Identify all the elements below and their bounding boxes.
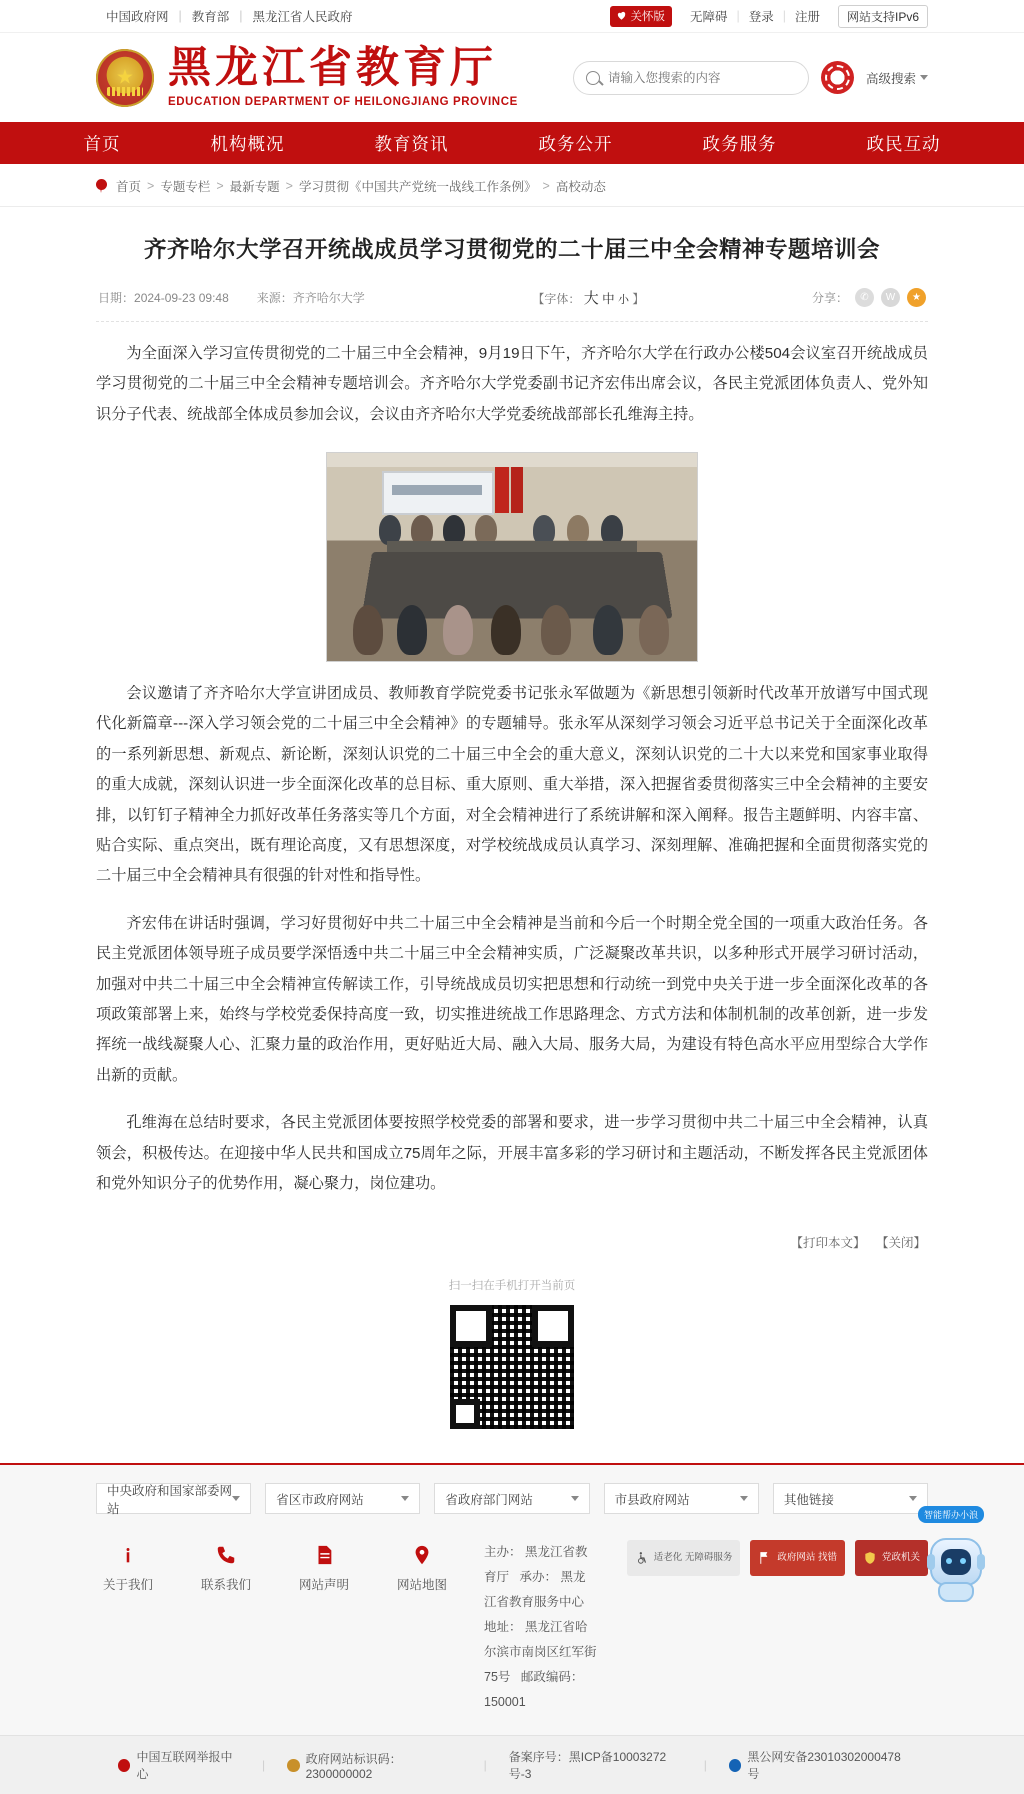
- photo-person: [353, 605, 383, 655]
- barrier-free-link[interactable]: 无障碍: [689, 10, 728, 24]
- meta-left: [98, 289, 365, 306]
- footer-link-sitemap[interactable]: [390, 1542, 454, 1593]
- photo-person: [639, 605, 669, 655]
- chevron-down-icon: [740, 1496, 748, 1501]
- wechat-share-icon[interactable]: ✆: [855, 288, 874, 307]
- select-label: 中央政府和国家部委网站: [107, 1483, 233, 1516]
- share-label: 分享：: [811, 290, 848, 305]
- divider: |: [483, 1758, 487, 1773]
- footer-bottom-label: 政府网站标识码：2300000002: [305, 1751, 402, 1781]
- care-version-button[interactable]: [610, 6, 672, 27]
- footer-link-label: 联系我们: [200, 1578, 251, 1593]
- chevron-down-icon: [909, 1496, 917, 1501]
- advanced-search-button[interactable]: [866, 69, 928, 87]
- divider: |: [178, 9, 182, 23]
- source-value: 齐齐哈尔大学: [292, 290, 365, 305]
- nav-item-home[interactable]: 首页: [83, 133, 121, 154]
- article-paragraph-1: 为全面深入学习宣传贯彻党的二十届三中全会精神，9月19日下午，齐齐哈尔大学在行政办公楼504会议室召开统战成员学习贯彻党的二十届三中全会精神专题培训会。齐齐哈尔大学党委副书记齐宏伟出席会议，各民主党派团体负责人、党外知识分子代表、统战部全体成员参加会议，会议由齐齐哈尔大学党委统战部部长孔维海主持。: [96, 344, 928, 423]
- info-icon: [115, 1542, 141, 1568]
- breadcrumb-item-4[interactable]: 高校动态: [555, 180, 606, 194]
- login-link[interactable]: 登录: [748, 10, 774, 24]
- footer-link-label: 网站声明: [298, 1578, 349, 1593]
- font-size-switcher: [532, 287, 644, 308]
- register-link[interactable]: 注册: [794, 10, 820, 24]
- qr-label: 扫一扫在手机打开当前页: [448, 1280, 576, 1293]
- badge-label: 适老化 无障碍服务: [653, 1552, 733, 1563]
- ipv6-badge: 网站支持IPv6: [838, 5, 928, 28]
- select-province-dept-sites[interactable]: [434, 1483, 589, 1514]
- select-other-links[interactable]: [773, 1483, 928, 1514]
- select-county-sites[interactable]: [604, 1483, 759, 1514]
- print-button[interactable]: 【打印本文】: [790, 1236, 866, 1251]
- breadcrumb-item-0[interactable]: 首页: [116, 180, 142, 194]
- footer-link-label: 关于我们: [102, 1578, 153, 1593]
- article-meta: [96, 267, 928, 322]
- article-paragraph-2: 会议邀请了齐齐哈尔大学宣讲团成员、教师教育学院党委书记张永军做题为《新思想引领新时代改革开放谱写中国式现代化新篇章---深入学习领会党的二十届三中全会精神》的专题辅导。张永军从深刻学习领会习近平总书记关于全面深化改革的一系列新思想、新观点、新论断，深刻认识党的二十届三中全会的重大意义，深刻认识党的二十大以来党和国家事业取得的重大成就，深刻认识进一步全面深化改革的总目标、重大原则、重大举措，深入把握省委贯彻落实三中全会精神的主要安排，以钉钉子精神全力抓好改革任务落实等几个方面，对全会精神进行了系统讲解和深入阐释。报告主题鲜明、内容丰富、贴合实际、重点突出，既有理论高度，又有思想深度，对学校统战成员认真学习、深刻理解、准确把握和全面贯彻落实党的二十届三中全会精神具有很强的针对性和指导性。: [96, 684, 928, 885]
- chevron-down-icon: [571, 1496, 579, 1501]
- divider: |: [261, 1758, 266, 1773]
- breadcrumb-separator: >: [542, 179, 550, 193]
- date-value: 2024-09-23 09:48: [134, 290, 229, 305]
- badge-label: 党政机关: [881, 1552, 920, 1563]
- robot-body: [938, 1582, 974, 1602]
- nav-item-news[interactable]: 教育资讯: [374, 133, 449, 154]
- assistant-bubble-label: 智能帮办小浪: [918, 1506, 984, 1523]
- search-input[interactable]: [608, 71, 796, 85]
- weibo-share-icon[interactable]: W: [881, 288, 900, 307]
- location-pin-icon: [96, 179, 107, 193]
- divider: |: [703, 1758, 707, 1773]
- brand-title-en: EDUCATION DEPARTMENT OF HEILONGJIANG PROVINCE: [168, 95, 518, 108]
- badge-label: 政府网站 找错: [777, 1552, 837, 1563]
- footer-link-about[interactable]: [96, 1542, 160, 1593]
- article-paragraph-3: 齐宏伟在讲话时强调，学习好贯彻好中共二十届三中全会精神是当前和今后一个时期全党全国的一项重大政治任务。各民主党派团体领导班子成员要学深悟透中共二十届三中全会精神实质，广泛凝聚改革共识，以多种形式开展学习研讨活动，加强对中共二十届三中全会精神宣传解读工作，引导统战成员切实把思想和行动统一到党中央关于进一步全面深化改革的各项政策部署上来，始终与学校党委保持高度一致，切实推进统战工作思路理念、方式方法和体制机制的改革创新，进一步发挥统一战线凝聚人心、汇聚力量的政治作用，更好贴近大局、融入大局、服务大局，为建设有特色高水平应用型综合大学作出新的贡献。: [96, 914, 928, 1084]
- divider: |: [736, 9, 740, 23]
- top-link-gov[interactable]: 中国政府网: [106, 10, 169, 24]
- footer-bottom-label: 中国互联网举报中心: [136, 1750, 233, 1782]
- top-links: [96, 7, 363, 25]
- article: [0, 207, 1024, 1463]
- host-label: 主办：: [484, 1545, 522, 1560]
- chevron-down-icon: [232, 1496, 240, 1501]
- footer-address-line: [484, 1615, 597, 1715]
- map-pin-icon: [409, 1542, 435, 1568]
- report-center-link[interactable]: [96, 1748, 262, 1782]
- footer-link-label: 网站地图: [396, 1578, 447, 1593]
- photo-person: [593, 605, 623, 655]
- article-source: [257, 289, 365, 306]
- gov-site-id: [265, 1750, 484, 1781]
- breadcrumb-item-2[interactable]: 最新专题: [229, 180, 280, 194]
- party-gov-badge[interactable]: [855, 1540, 928, 1576]
- search-area: [573, 61, 928, 95]
- nav-item-interaction[interactable]: 政民互动: [866, 133, 941, 154]
- site-header: [0, 33, 1024, 122]
- breadcrumb-item-1[interactable]: 专题专栏: [160, 180, 211, 194]
- divider: |: [239, 9, 243, 23]
- report-icon: [118, 1759, 130, 1772]
- national-emblem-icon: [96, 49, 154, 107]
- meeting-photo: [326, 452, 698, 662]
- undertake-value: 黑龙江省教育服务中心: [484, 1570, 586, 1610]
- search-box[interactable]: [573, 61, 809, 95]
- nav-item-services[interactable]: 政务服务: [702, 133, 777, 154]
- article-actions: [96, 1199, 928, 1251]
- font-size-close-bracket: 】: [632, 291, 645, 306]
- date-label: 日期：: [98, 290, 135, 305]
- shield-icon: [863, 1551, 877, 1565]
- footer-quick-links: [96, 1536, 454, 1593]
- main-nav: [0, 122, 1024, 164]
- select-label: 其他链接: [783, 1492, 834, 1507]
- nav-item-about[interactable]: 机构概况: [210, 133, 285, 154]
- top-link-province[interactable]: 黑龙江省人民政府: [252, 10, 353, 24]
- top-utility-bar: [0, 0, 1024, 33]
- assistant-robot-button[interactable]: [922, 1510, 990, 1606]
- share-area: [812, 288, 926, 307]
- top-link-moe[interactable]: 教育部: [191, 10, 230, 24]
- postcode-value: 150001: [484, 1695, 526, 1710]
- heart-hand-icon: [616, 10, 627, 21]
- photo-person: [443, 605, 473, 655]
- photo-highlight: [327, 453, 697, 467]
- robot-ear-right: [977, 1554, 985, 1570]
- footer-bottom-bar: [0, 1735, 1024, 1794]
- footer-bottom-label: 备案序号：黑ICP备10003272号-3: [508, 1750, 667, 1782]
- photo-flag-2: [511, 467, 523, 513]
- breadcrumb-separator: >: [147, 179, 155, 193]
- phone-icon: [213, 1542, 239, 1568]
- favorite-icon[interactable]: ★: [907, 288, 926, 307]
- chevron-down-icon: [401, 1496, 409, 1501]
- wheelchair-icon: [635, 1551, 649, 1565]
- document-icon: [311, 1542, 337, 1568]
- photo-person: [491, 605, 521, 655]
- gov-icon: [287, 1759, 299, 1772]
- flag-icon: [758, 1551, 772, 1565]
- breadcrumb: [0, 164, 1024, 207]
- source-label: 来源：: [256, 290, 293, 305]
- select-label: 省区市政府网站: [276, 1492, 364, 1507]
- address-value: 黑龙江省哈尔滨市南岗区红军街75号: [484, 1620, 597, 1685]
- icp-record: [487, 1748, 704, 1782]
- qr-block: [96, 1251, 928, 1463]
- select-label: 省政府部门网站: [445, 1492, 533, 1507]
- close-button[interactable]: 【关闭】: [875, 1236, 926, 1251]
- police-record[interactable]: [707, 1748, 928, 1782]
- brand-text: [168, 42, 518, 109]
- advanced-search-label: 高级搜索: [865, 71, 916, 86]
- breadcrumb-separator: >: [216, 179, 224, 193]
- breadcrumb-separator: >: [285, 179, 293, 193]
- footer-address-block: [484, 1536, 597, 1715]
- font-size-label: 【字体：: [532, 291, 581, 306]
- select-central-gov-sites[interactable]: [96, 1483, 251, 1514]
- article-paragraph-4: 孔维海在总结时要求，各民主党派团体要按照学校党委的部署和要求，进一步学习贯彻中共二十届三中全会精神，认真领会，积极传达。在迎接中华人民共和国成立75周年之际，开展丰富多彩的学习研讨和主题活动，不断发挥各民主党派团体和党外知识分子的优势作用，凝心聚力，岗位建功。: [96, 1114, 928, 1193]
- footer-info: [0, 1530, 1024, 1735]
- photo-person: [397, 605, 427, 655]
- footer-link-statement[interactable]: [292, 1542, 356, 1593]
- robot-face: [941, 1549, 971, 1575]
- font-size-medium-button[interactable]: 中: [602, 291, 615, 306]
- postcode-label: 邮政编码：: [520, 1670, 584, 1685]
- divider: |: [782, 9, 786, 23]
- undertake-label: 承办：: [519, 1570, 557, 1585]
- police-icon: [729, 1759, 741, 1772]
- robot-head-icon: [930, 1538, 982, 1586]
- font-size-small-button[interactable]: 小: [618, 293, 629, 306]
- footer-link-selects: [0, 1463, 1024, 1530]
- gov-site-error-badge[interactable]: [750, 1540, 845, 1576]
- address-label: 地址：: [484, 1620, 522, 1635]
- font-size-large-button[interactable]: 大: [583, 289, 599, 307]
- robot-ear-left: [927, 1554, 935, 1570]
- nav-item-disclosure[interactable]: 政务公开: [538, 133, 613, 154]
- footer-link-contact[interactable]: [194, 1542, 258, 1593]
- footer-badges: [627, 1536, 928, 1576]
- voice-search-button[interactable]: [821, 61, 854, 94]
- brand-title-cn: 黑龙江省教育厅: [168, 42, 497, 93]
- top-actions: [610, 5, 928, 28]
- host-value: 黑龙江省教育厅: [484, 1545, 588, 1585]
- breadcrumb-item-3[interactable]: 学习贯彻《中国共产党统一战线工作条例》: [298, 180, 537, 194]
- photo-person: [541, 605, 571, 655]
- site-brand[interactable]: [96, 42, 518, 109]
- search-icon: [586, 71, 600, 85]
- footer-bottom-label: 黑公网安备23010302000478号: [747, 1750, 901, 1782]
- article-image-wrap: [96, 452, 928, 662]
- chevron-down-icon: [920, 75, 928, 80]
- photo-projector-screen: [382, 471, 494, 515]
- article-body: [96, 339, 928, 1200]
- qr-code: [450, 1305, 574, 1429]
- select-label: 市县政府网站: [614, 1492, 690, 1507]
- page-title: 齐齐哈尔大学召开统战成员学习贯彻党的二十届三中全会精神专题培训会: [143, 237, 880, 262]
- accessibility-badge[interactable]: [627, 1540, 741, 1576]
- care-version-label: 关怀版: [630, 10, 665, 23]
- footer-host-line: [484, 1540, 597, 1615]
- select-province-city-sites[interactable]: [265, 1483, 420, 1514]
- photo-flag-1: [495, 467, 509, 513]
- article-date: [98, 289, 229, 306]
